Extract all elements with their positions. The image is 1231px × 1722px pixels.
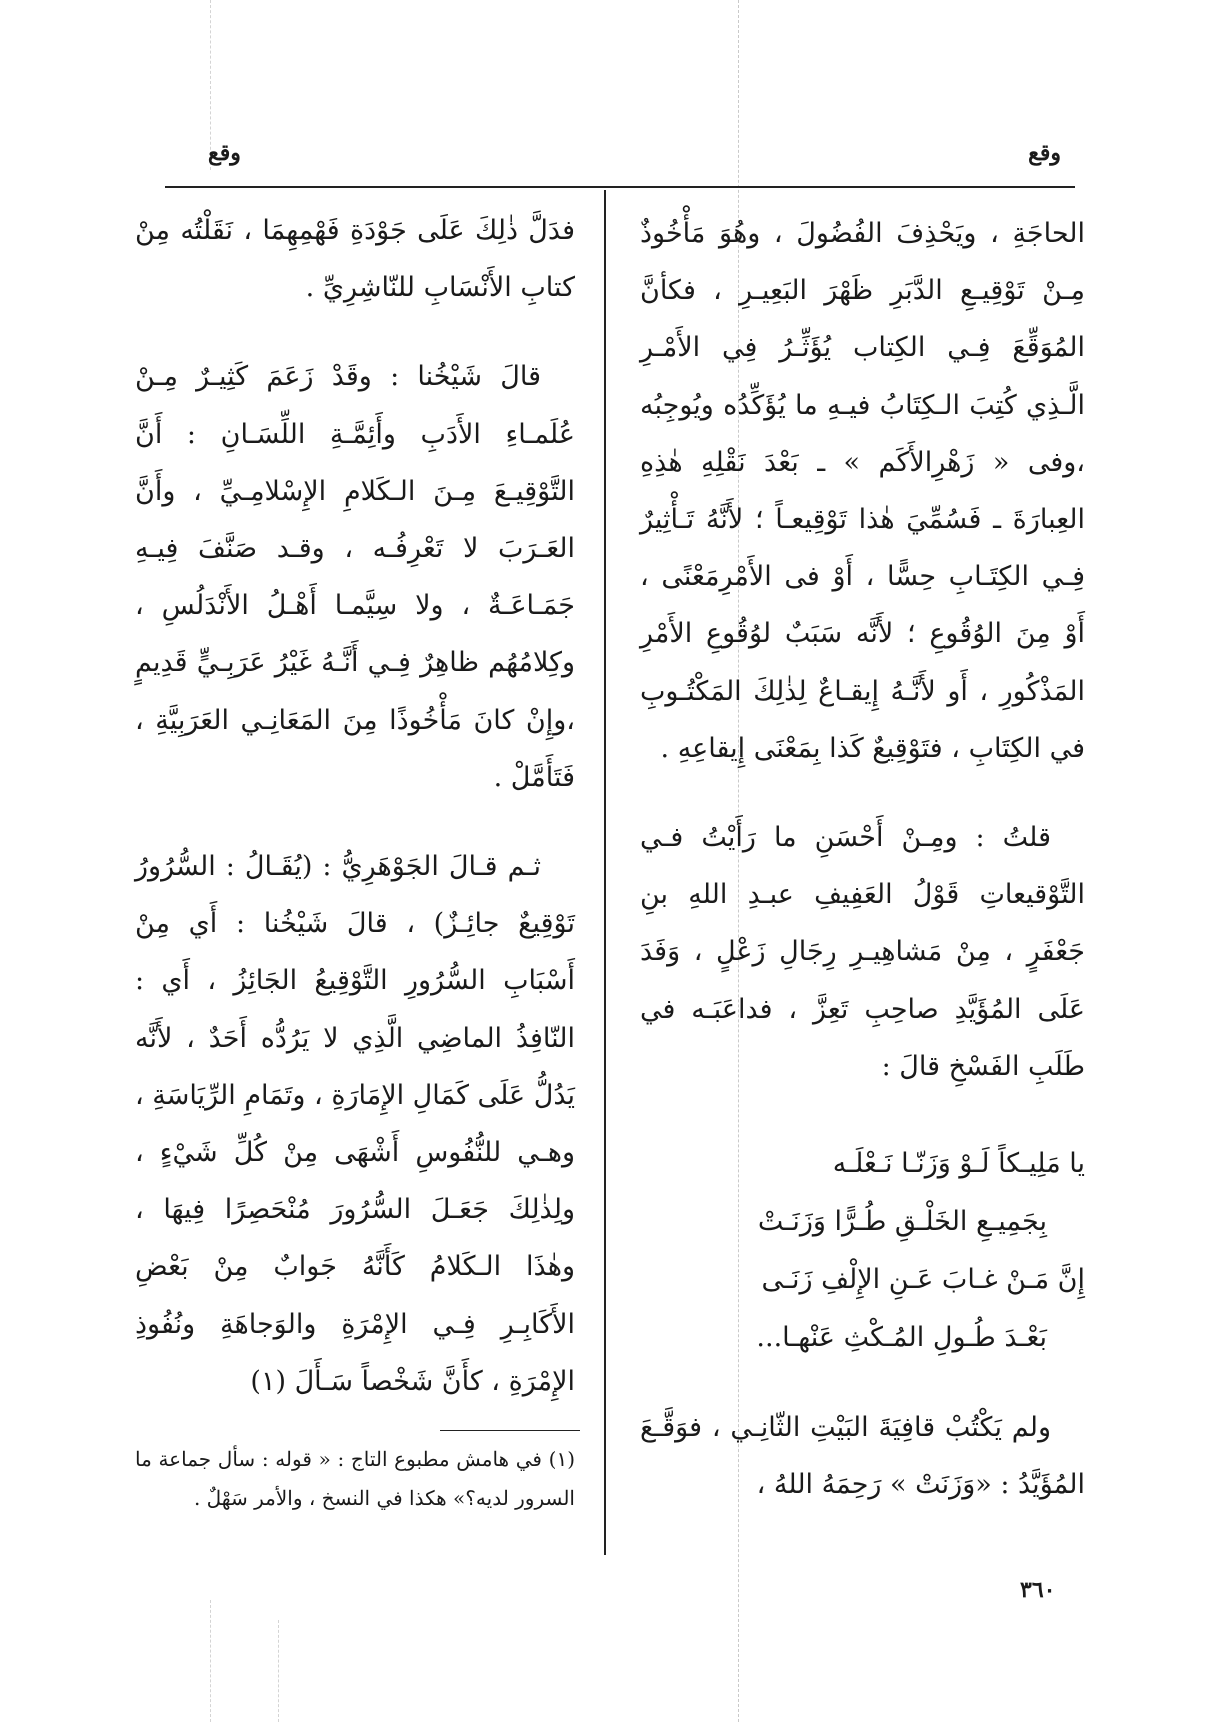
left-paragraph-1: فدَلَّ ذٰلِكَ عَلَى جَوْدَةِ فَهْمِهِمَا ، نَقَلْتُه مِنْ كتابِ الأَنْسَابِ للنّاشِرِيِّ . (135, 215, 575, 304)
verse (640, 1135, 1085, 1367)
header-rule (165, 186, 1075, 188)
footnote-rule (440, 1430, 580, 1431)
left-paragraph-2: قالَ شَيْخُنا : وقَدْ زَعَمَ كَثِيـرٌ مِـنْ عُلَمـاءِ الأَدَبِ وأَئِمَّـةِ اللِّسَـانِ : أَنَّ التَّوْقِيـعَ مِـنَ الـكَلامِ الإِسْلامِـيِّ ، وأَنَّ العَـرَبَ لا تَعْرِفُـه ، وقـد صَنَّفَ فِيـهِ جَمَـاعَـةٌ ، ولا سِيَّمـا أَهْـلُ الأَنْدَلُسِ ، وكِلامُهُم ظاهِرٌ فِـي أَنَّـهُ غَيْرُ عَرَبِـيٍّ قَدِيمٍ ،وإِنْ كانَ مَأْخُوذًا مِنَ المَعَانِـي العَرَبِيَّةِ ، فَتَأَمَّلْ . (135, 361, 575, 793)
verse-line-1a: يا مَلِيـكاً لَـوْ وَزَنّـا نَـعْلَـه (832, 1148, 1085, 1180)
left-column (135, 202, 575, 1410)
right-paragraph-1: الحاجَةِ ، ويَحْذِفَ الفُضُولَ ، وهُوَ مَأْخُوذٌ مِـنْ تَوْقِيـعِ الدَّبَرِ ظَهْرَ البَعِيـرِ ، فكأنَّ المُوَقِّعَ فِـي الكِتاب يُؤَثِّـرُ فِي الأَمْـرِ الَّـذِي كُتِبَ الـكِتَابُ فيـهِ ما يُؤَكِّدُه ويُوجِبُه ،وفى « زَهْرِالأَكَم » ـ بَعْدَ نَقْلِهِ هٰذِهِ العِبارَةَ ـ فَسُمِّيَ هٰذا تَوْقِيعـاً ؛ لأَنَّهُ تَـأْثِيرٌ فِـي الكِتَـابِ حِسًّا ، أَوْ فى الأَمْرِمَعْنًى ، أَوْ مِنَ الوُقُوعِ ؛ لأَنَّه سَبَبٌ لوُقُوعِ الأَمْرِ المَذْكُورِ ، أَو لأَنَّـهُ إِيقـاعٌ لِذٰلِكَ المَكْتُـوبِ في الكِتَابِ ، فتَوْقِيعٌ كَذا بِمَعْنَى إِيقاعِهِ . (640, 218, 1085, 764)
right-paragraph-2: قلتُ : ومِـنْ أَحْسَنِ ما رَأَيْتُ فـي التَّوْقيعاتِ قَوْلُ العَفِيفِ عبـدِ اللهِ بنِ جَعْفَرٍ ، مِنْ مَشاهِيـرِ رِجَالِ زَعْلٍ ، وَفَدَ عَلَى المُؤَيَّدِ صاحِبِ تَعِزَّ ، فداعَبَـه في طَلَبِ الفَسْخِ قالَ : (640, 822, 1085, 1082)
page-number: ٣٦٠ (1020, 1577, 1056, 1603)
verse-line-1b: بِجَمِيـعِ الخَلْـقِ طُـرًّا وَزَنَـتْ (757, 1206, 1047, 1238)
running-head-left: وقع (208, 140, 241, 166)
verse-line-2b: بَعْـدَ طُـولِ المُـكْثِ عَنْهـا... (756, 1322, 1047, 1354)
right-closing-paragraph: ولم يَكْتُبْ قافِيَةَ البَيْتِ الثّانِـي ، فوَقَّـعَ المُؤَيَّدُ : «وَزَنَتْ » رَحِمَهُ اللهُ ، (640, 1412, 1085, 1501)
column-divider (604, 190, 606, 1555)
right-column (640, 205, 1085, 1513)
running-head-right: وقع (1028, 140, 1061, 166)
scan-mark (278, 1620, 279, 1722)
scan-mark (210, 1600, 211, 1722)
verse-line-2a: إِنَّ مَـنْ غـابَ عَـنِ الإِلْفِ زَنَـى (761, 1264, 1085, 1296)
footnote-text: (١) في هامش مطبوع التاج : « قوله : سأل جماعة ما السرور لديه؟» هكذا في النسخ ، والأمر سَهْلٌ . (135, 1447, 575, 1510)
left-paragraph-3: ثـم قـالَ الجَوْهَرِيُّ : (يُقَـالُ : السُّرُورُ تَوْقِيعٌ جائِـزٌ) ، قالَ شَيْخُنا : أَي مِنْ أَسْبَابِ السُّرُورِ التَّوْقِيعُ الجَائِزُ ، أَي : النّافِذُ الماضِي الَّذِي لا يَرُدُّه أَحَدٌ ، لأَنَّه يَدُلُّ عَلَى كَمَالِ الإِمَارَةِ ، وتَمَامِ الرِّيَاسَةِ ، وهـي للنُّفُوسِ أَشْهَى مِنْ كُلِّ شَيْءٍ ، ولِذٰلِكَ جَعَـلَ السُّرُورَ مُنْحَصِرًا فِيهَا ، وهٰذَا الـكَلامُ كَأَنَّهُ جَوابٌ مِنْ بَعْضِ الأَكَابِـرِ فِـي الإِمْرَةِ والوَجاهَةِ ونُفُوذِ الإِمْرَةِ ، كأَنَّ شَخْصاً سَـأَلَ (١) (134, 851, 575, 1397)
footnote (135, 1440, 575, 1518)
